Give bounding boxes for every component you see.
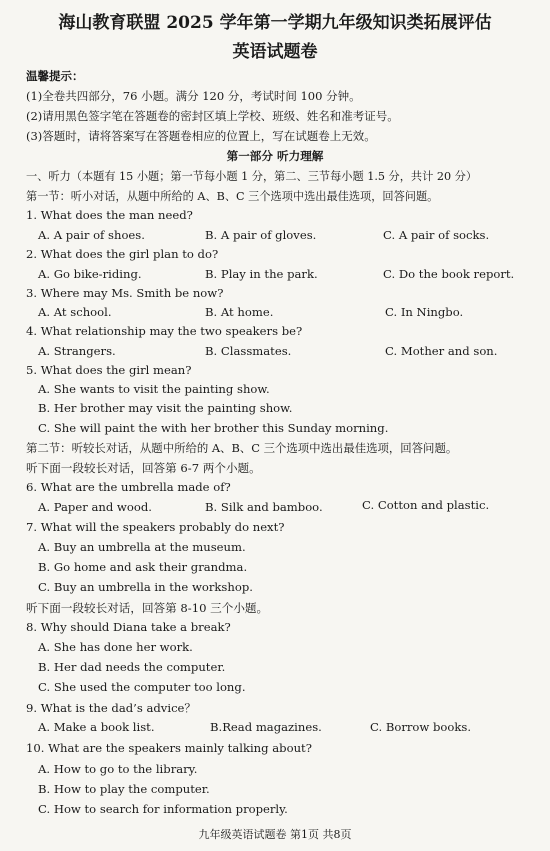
question-stem: 8. Why should Diana take a break?: [26, 620, 231, 634]
part-heading: 第一部分 听力理解: [226, 149, 324, 163]
option-b: B. How to play the computer.: [38, 782, 210, 796]
option-a: A. She wants to visit the painting show.: [38, 382, 270, 396]
notice-item: (1)全卷共四部分，76 小题。满分 120 分，考试时间 100 分钟。: [26, 89, 361, 103]
question-stem: 7. What will the speakers probably do next?: [26, 520, 285, 534]
option-a: A. Strangers.: [38, 344, 116, 358]
option-b: B. Her dad needs the computer.: [38, 660, 226, 674]
option-b: B. Her brother may visit the painting show.: [38, 401, 293, 415]
option-b: B. Classmates.: [205, 344, 292, 358]
option-c: C. Cotton and plastic.: [362, 498, 490, 512]
option-b: B.Read magazines.: [210, 720, 322, 734]
option-c: C. In Ningbo.: [385, 305, 464, 319]
option-a: A. She has done her work.: [38, 640, 193, 654]
option-a: A. A pair of shoes.: [38, 228, 145, 242]
exam-title-line2: 英语试题卷: [232, 42, 318, 62]
notice-item: (3)答题时，请将答案写在答题卷相应的位置上，写在试题卷上无效。: [26, 129, 376, 143]
question-stem: 5. What does the girl mean?: [26, 363, 192, 377]
question-stem: 2. What does the girl plan to do?: [26, 247, 219, 261]
option-a: A. Paper and wood.: [38, 500, 152, 514]
option-a: A. Make a book list.: [38, 720, 155, 734]
page-footer: 九年级英语试题卷 第1页 共8页: [198, 828, 352, 841]
option-a: A. Buy an umbrella at the museum.: [38, 540, 246, 554]
question-stem: 1. What does the man need?: [26, 208, 193, 222]
question-stem: 9. What is the dad’s advice？: [26, 701, 197, 715]
option-a: A. At school.: [38, 305, 112, 319]
dialogue-instructions: 听下面一段较长对话，回答第 6-7 两个小题。: [26, 461, 261, 475]
section1-instructions: 第一节：听小对话，从题中所给的 A、B、C 三个选项中选出最佳选项，回答问题。: [26, 190, 439, 203]
option-c: C. A pair of socks.: [383, 228, 490, 242]
option-a: A. Go bike-riding.: [38, 267, 142, 281]
option-c: C. Buy an umbrella in the workshop.: [38, 580, 253, 594]
option-a: A. How to go to the library.: [38, 762, 198, 776]
question-stem: 10. What are the speakers mainly talking about?: [26, 741, 312, 755]
option-c: C. How to search for information properly.: [38, 802, 288, 816]
option-c: C. Do the book report.: [383, 267, 515, 281]
section2-instructions: 第二节：听较长对话，从题中所给的 A、B、C 三个选项中选出最佳选项，回答问题。: [26, 441, 458, 455]
option-c: C. Borrow books.: [370, 720, 472, 734]
option-c: C. She will paint the with her brother this Sunday morning.: [38, 421, 389, 435]
option-b: B. Go home and ask their grandma.: [38, 560, 248, 574]
exam-title-line1: 海山教育联盟 2025 学年第一学期九年级知识类拓展评估: [58, 13, 492, 33]
option-b: B. Silk and bamboo.: [205, 500, 323, 514]
option-c: C. Mother and son.: [385, 344, 498, 358]
question-stem: 6. What are the umbrella made of?: [26, 480, 231, 494]
dialogue-instructions: 听下面一段较长对话，回答第 8-10 三个小题。: [26, 601, 269, 615]
option-b: B. A pair of gloves.: [205, 228, 317, 242]
notice-item: (2)请用黑色签字笔在答题卷的密封区填上学校、班级、姓名和准考证号。: [26, 109, 399, 123]
question-stem: 4. What relationship may the two speakers be?: [26, 324, 303, 338]
section1-header: 一、听力（本题有 15 小题；第一节每小题 1 分，第二、三节每小题 1.5 分，共计 20 分）: [26, 170, 478, 183]
notice-heading: 温馨提示：: [26, 69, 84, 83]
option-b: B. Play in the park.: [205, 267, 318, 281]
option-c: C. She used the computer too long.: [38, 680, 246, 694]
option-b: B. At home.: [205, 305, 274, 319]
question-stem: 3. Where may Ms. Smith be now?: [26, 286, 224, 300]
